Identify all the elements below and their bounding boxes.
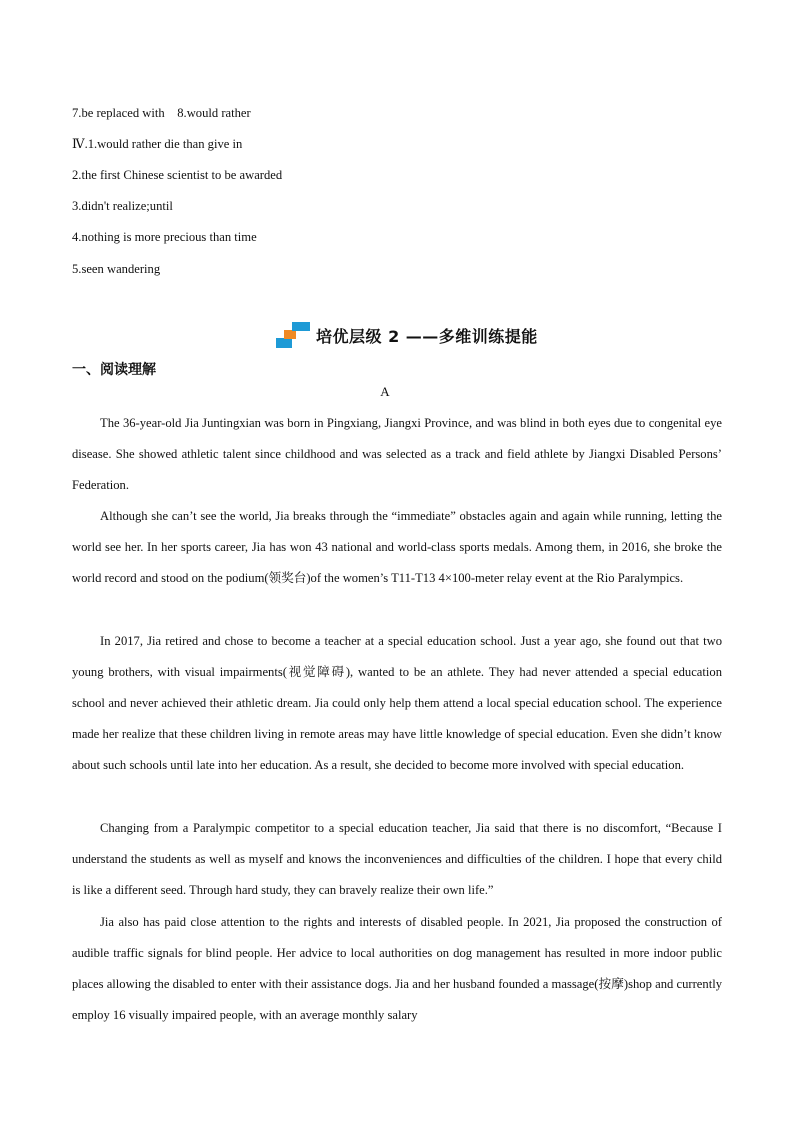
passage-label: A [380, 384, 390, 399]
paragraph-2: Although she can’t see the world, Jia breaks through the “immediate” obstacles again and again while running, letting the world see her. In her sports career, Jia has won 43 national and world-class sports medals. Among them, in 2016, she broke the world record and stood on the podium(领奖台)of the women’s T11-T13 4×100-meter relay event at the Rio Paralympics. [72, 509, 722, 586]
answer-line-4: 4.nothing is more precious than time [72, 230, 257, 244]
answer-line-3: 3.didn't realize;until [72, 199, 173, 213]
section-title: 一、阅读理解 [72, 362, 156, 378]
section-heading [276, 322, 538, 348]
paragraph-3: In 2017, Jia retired and chose to become a teacher at a special education school. Just a year ago, she found out that two young brothers, with visual impairments(视觉障碍), wanted to be an athlete. They had never attended a special education school and never achieved their athletic dream. Jia could only help them attend a local special education school. The experience made her realize that these children living in remote areas may have little knowledge of special education. Even she didn’t know about such schools until late into her education. As a result, she decided to become more involved with special education. [72, 634, 722, 773]
answer-line-2: 2.the first Chinese scientist to be awarded [72, 168, 283, 182]
paragraph-1: The 36-year-old Jia Juntingxian was born in Pingxiang, Jiangxi Province, and was blind in both eyes due to congenital eye disease. She showed athletic talent since childhood and was selected as a track and field athlete by Jiangxi Disabled Persons’ Federation. [72, 416, 722, 493]
paragraph-5: Jia also has paid close attention to the rights and interests of disabled people. In 2021, Jia proposed the construction of audible traffic signals for blind people. Her advice to local authorities on dog management has resulted in more indoor public places allowing the disabled to enter with their assistance dogs. Jia and her husband founded a massage(按摩)shop and currently employ 16 visually impaired people, with an average monthly salary [72, 915, 722, 1023]
answer-line-5: 5.seen wandering [72, 262, 161, 276]
heading-title: 培优层级 2 ——多维训练提能 [316, 326, 538, 346]
stairs-logo-icon [276, 322, 310, 348]
paragraph-4: Changing from a Paralympic competitor to a special education teacher, Jia said that there is no discomfort, “Because I understand the students as well as myself and knows the inconveniences and difficulties of the children. I hope that every child is like a different seed. Through hard study, they can bravely realize their own life.” [72, 821, 722, 898]
answer-line-iv-1: Ⅳ.1.would rather die than give in [72, 137, 243, 151]
answer-line-7-8: 7.be replaced with 8.would rather [72, 106, 251, 120]
